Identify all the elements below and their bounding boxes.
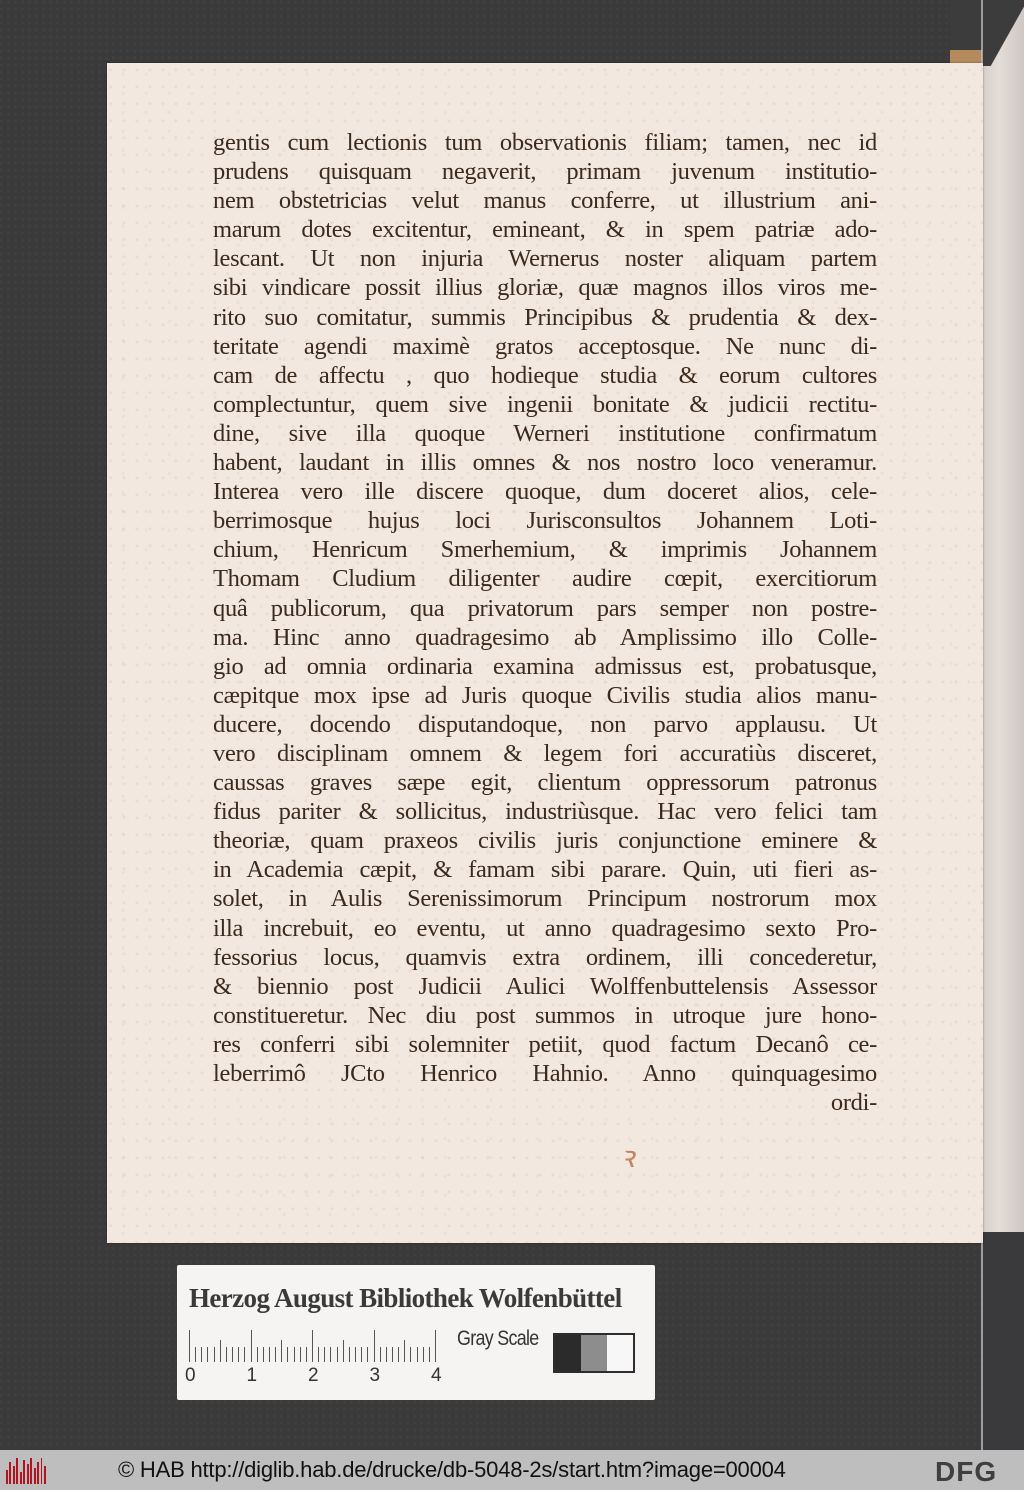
copyright-link[interactable]: © HAB http://diglib.hab.de/drucke/db-5048-2s/start.htm?image=00004: [118, 1457, 786, 1482]
ruler-number: 4: [431, 1365, 442, 1386]
scale-ruler: [189, 1330, 439, 1362]
ruler-tick: [330, 1347, 331, 1362]
text-line: cam de affectu , quo hodieque studia & eorum cultores: [213, 361, 877, 389]
text-line: fidus pariter & sollicitus, industriùsque. Hac vero felici tam: [213, 798, 877, 826]
text-line: gio ad omnia ordinaria examina admissus est, probatusque,: [213, 652, 877, 680]
text-line: berrimosque hujus loci Jurisconsultos Johannem Loti-: [213, 507, 877, 535]
text-line: & biennio post Judicii Aulici Wolffenbuttelensis Assessor: [213, 972, 877, 1000]
text-line: chium, Henricum Smerhemium, & imprimis Johannem: [213, 536, 877, 564]
text-line: complectuntur, quem sive ingenii bonitate & judicii rectitu-: [213, 390, 877, 418]
text-line: Interea vero ille discere quoque, dum doceret alios, cele-: [213, 478, 877, 506]
grayscale-swatch: [555, 1335, 581, 1371]
text-line: solet, in Aulis Serenissimorum Principum nostrorum mox: [213, 885, 877, 913]
ruler-tick: [398, 1347, 399, 1362]
ruler-tick: [404, 1340, 405, 1362]
ruler-number: 2: [308, 1365, 319, 1386]
scan-bottom-shadow: [983, 1232, 1024, 1450]
ruler-tick: [380, 1347, 381, 1362]
dfg-logo[interactable]: DFG: [935, 1456, 998, 1487]
ruler-tick: [263, 1347, 264, 1362]
ruler-tick: [275, 1347, 276, 1362]
ruler-tick: [318, 1347, 319, 1362]
text-line: quâ publicorum, qua privatorum pars semper non postre-: [213, 594, 877, 622]
ruler-numbers: [185, 1365, 445, 1389]
ruler-tick: [435, 1330, 436, 1362]
text-line: prudens quisquam negaverit, primam juvenum institutio-: [213, 158, 877, 186]
ruler-tick: [429, 1347, 430, 1362]
grayscale-swatch: [581, 1335, 607, 1371]
ruler-tick: [232, 1347, 233, 1362]
text-line: in Academia cæpit, & famam sibi parare. Quin, uti fieri as-: [213, 856, 877, 884]
viewer-footer: [0, 1450, 1024, 1490]
ruler-number: 3: [369, 1365, 381, 1386]
ruler-tick: [392, 1347, 393, 1362]
ruler-tick: [195, 1347, 196, 1362]
ruler-tick: [423, 1347, 424, 1362]
text-line: illa increbuit, eo eventu, ut anno quadragesimo sexto Pro-: [213, 914, 877, 942]
ruler-number: 0: [185, 1365, 196, 1386]
text-line: sibi vindicare possit illius gloriæ, quæ magnos illos viros me-: [213, 274, 877, 302]
hab-barcode-logo-icon[interactable]: [6, 1458, 46, 1484]
ruler-tick: [417, 1347, 418, 1362]
text-line: theoriæ, quam praxeos civilis juris conjunctione eminere &: [213, 827, 877, 855]
library-stamp-mark: ꝛ: [620, 1141, 635, 1174]
text-line: fessorius locus, quamvis extra ordinem, illi concederetur,: [213, 943, 877, 971]
ruler-tick: [244, 1347, 245, 1362]
ruler-tick: [343, 1340, 344, 1362]
ruler-tick: [287, 1347, 288, 1362]
text-line: caussas graves sæpe egit, clientum oppressorum patronus: [213, 769, 877, 797]
ruler-tick: [251, 1330, 252, 1362]
text-line: lescant. Ut non injuria Wernerus noster aliquam partem: [213, 245, 877, 273]
ruler-tick: [281, 1340, 282, 1362]
ruler-tick: [337, 1347, 338, 1362]
text-line: rito suo comitatur, summis Principibus & prudentia & dex-: [213, 303, 877, 331]
ruler-tick: [306, 1347, 307, 1362]
ruler-tick: [207, 1347, 208, 1362]
ruler-tick: [226, 1347, 227, 1362]
ruler-tick: [238, 1347, 239, 1362]
text-line: leberrimô JCto Henrico Hahnio. Anno quinquagesimo: [213, 1060, 877, 1087]
ruler-tick: [189, 1330, 190, 1362]
ruler-tick: [214, 1347, 215, 1362]
text-line: res conferri sibi solemniter petiit, quod factum Decanô ce-: [213, 1030, 877, 1058]
text-line: marum dotes excitentur, emineant, & in spem patriæ ado-: [213, 216, 877, 244]
ruler-tick: [324, 1347, 325, 1362]
text-line: constitueretur. Nec diu post summos in utroque jure hono-: [213, 1001, 877, 1029]
text-line: teritate agendi maximè gratos acceptosque. Ne nunc di-: [213, 332, 877, 360]
grayscale-chart: [553, 1333, 635, 1373]
ruler-tick: [269, 1347, 270, 1362]
body-text: [213, 128, 877, 1117]
ruler-tick: [410, 1347, 411, 1362]
library-name: Herzog August Bibliothek Wolfenbüttel: [189, 1283, 622, 1313]
ruler-tick: [257, 1347, 258, 1362]
text-line: nem obstetricias velut manus conferre, ut illustrium ani-: [213, 187, 877, 215]
ruler-tick: [349, 1347, 350, 1362]
ruler-tick: [220, 1340, 221, 1362]
ruler-tick: [361, 1347, 362, 1362]
library-color-chart-label: [177, 1265, 655, 1400]
catchword: ordi-: [830, 1089, 877, 1117]
ruler-tick: [367, 1347, 368, 1362]
text-line: vero disciplinam omnem & legem fori accuratiùs disceret,: [213, 739, 877, 767]
ruler-tick: [300, 1347, 301, 1362]
text-line: ma. Hinc anno quadragesimo ab Amplissimo illo Colle-: [213, 623, 877, 651]
grayscale-swatch: [607, 1335, 633, 1371]
grayscale-label: Gray Scale: [457, 1327, 539, 1350]
text-line: habent, laudant in illis omnes & nos nostro loco veneramur.: [213, 449, 877, 477]
ruler-number: 1: [246, 1365, 258, 1386]
ruler-tick: [201, 1347, 202, 1362]
ruler-tick: [312, 1330, 313, 1362]
ruler-tick: [386, 1347, 387, 1362]
text-line: Thomam Cludium diligenter audire cœpit, exercitiorum: [213, 565, 877, 593]
text-line: dine, sive illa quoque Werneri institutione confirmatum: [213, 419, 877, 447]
ruler-tick: [374, 1330, 375, 1362]
text-line: ducere, docendo disputandoque, non parvo applausu. Ut: [213, 710, 877, 738]
text-line: gentis cum lectionis tum observationis filiam; tamen, nec id: [213, 129, 877, 156]
text-line: cæpitque mox ipse ad Juris quoque Civilis studia alios manu-: [213, 681, 877, 709]
ruler-tick: [294, 1347, 295, 1362]
ruler-tick: [355, 1347, 356, 1362]
